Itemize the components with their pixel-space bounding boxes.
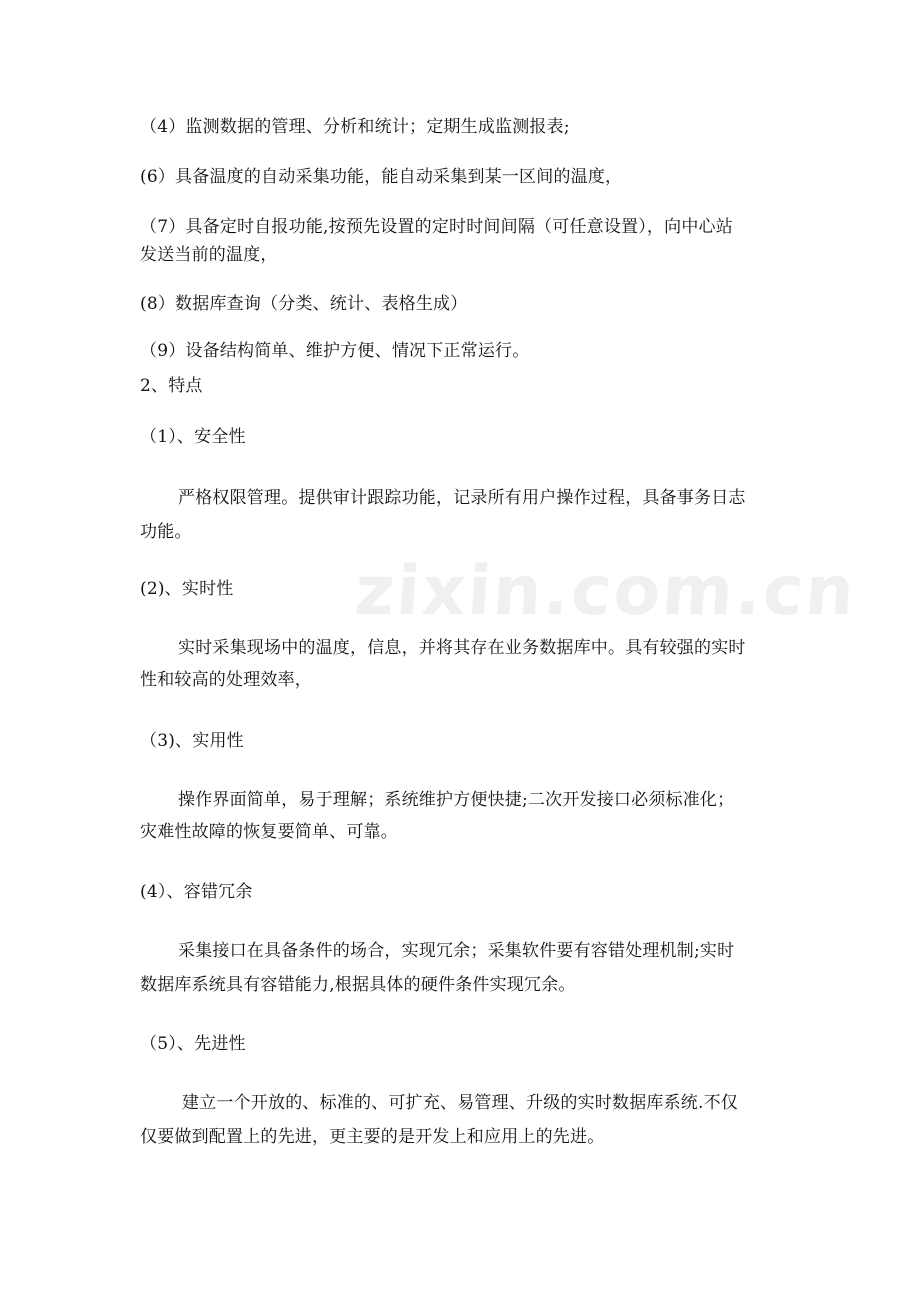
paragraph-fault-tolerance: 采集接口在具备条件的场合，实现冗余；采集软件要有容错处理机制;实时 [178, 941, 735, 961]
subheading-practicality: （3)、实用性 [140, 731, 244, 751]
paragraph-realtime-continued: 性和较高的处理效率， [140, 670, 312, 690]
paragraph-fault-tolerance-continued: 数据库系统具有容错能力,根据具体的硬件条件实现冗余。 [140, 975, 576, 995]
list-item-6: (6）具备温度的自动采集功能，能自动采集到某一区间的温度， [140, 167, 623, 187]
paragraph-practicality-continued: 灾难性故障的恢复要简单、可靠。 [140, 822, 398, 842]
list-item-8: (8）数据库查询（分类、统计、表格生成） [140, 294, 468, 314]
subheading-advanced: （5）、先进性 [140, 1034, 246, 1054]
list-item-9: （9）设备结构简单、维护方便、情况下正常运行。 [140, 341, 530, 361]
paragraph-practicality: 操作界面简单，易于理解；系统维护方便快捷;二次开发接口必须标准化； [178, 790, 735, 810]
subheading-security: （1）、安全性 [140, 427, 246, 447]
paragraph-security: 严格权限管理。提供审计跟踪功能，记录所有用户操作过程，具备事务日志 [178, 488, 746, 508]
section-heading-features: 2、特点 [140, 376, 203, 396]
paragraph-advanced: 建立一个开放的、标准的、可扩充、易管理、升级的实时数据库系统.不仅 [182, 1093, 739, 1113]
list-item-7-continued: 发送当前的温度， [140, 245, 278, 265]
subheading-fault-tolerance: (4）、容错冗余 [140, 882, 253, 902]
list-item-7: （7）具备定时自报功能,按预先设置的定时时间间隔（可任意设置），向中心站 [140, 217, 733, 237]
subheading-realtime: (2)、实时性 [140, 579, 234, 599]
paragraph-advanced-continued: 仅要做到配置上的先进，更主要的是开发上和应用上的先进。 [140, 1127, 605, 1147]
list-item-4: （4）监测数据的管理、分析和统计；定期生成监测报表; [140, 117, 570, 137]
paragraph-realtime: 实时采集现场中的温度，信息，并将其存在业务数据库中。具有较强的实时 [178, 638, 746, 658]
paragraph-security-continued: 功能。 [140, 522, 192, 542]
watermark: zixin.com.cn [352, 552, 859, 631]
